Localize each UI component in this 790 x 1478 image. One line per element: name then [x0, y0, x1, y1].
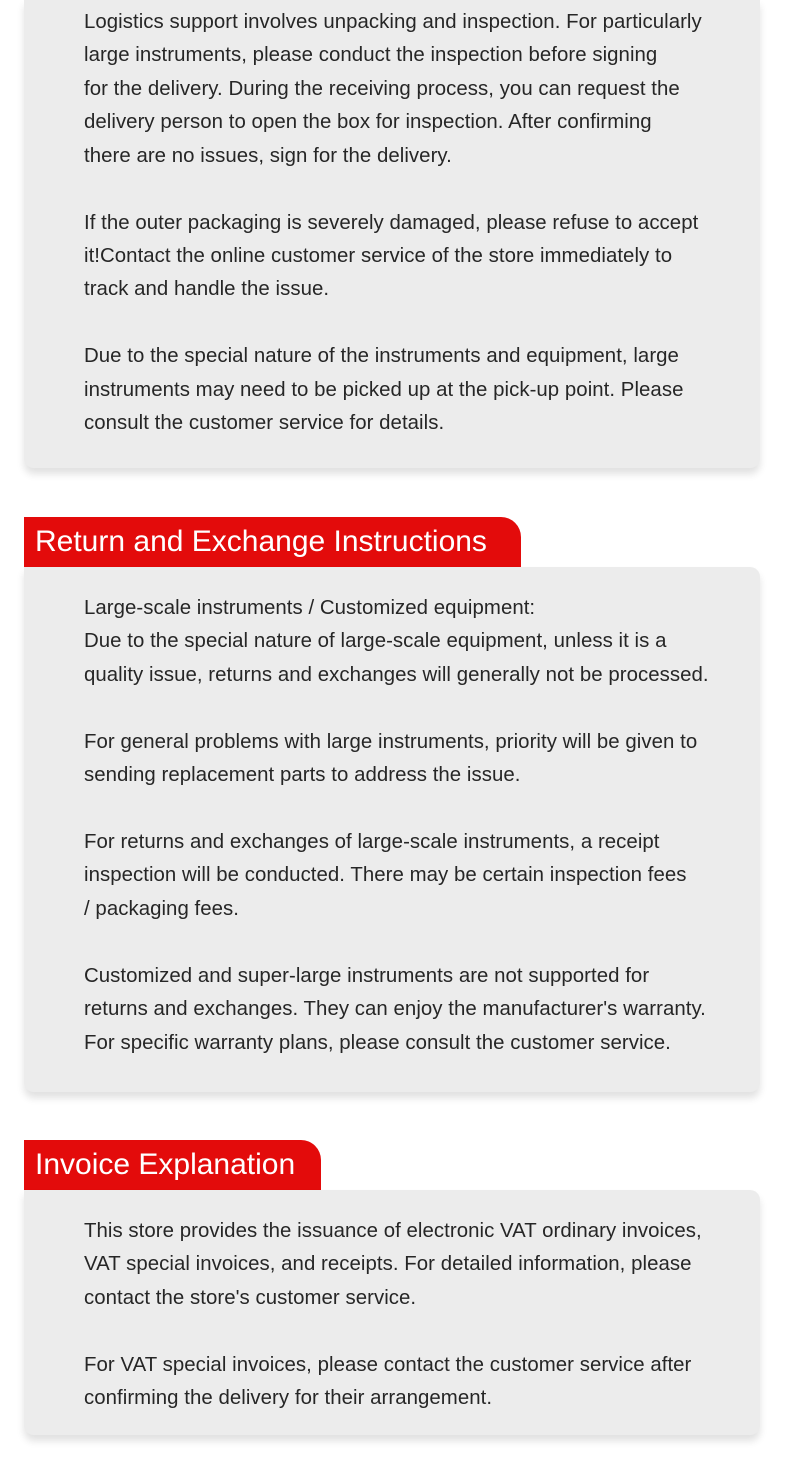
- return-exchange-heading: Return and Exchange Instructions: [24, 517, 521, 567]
- logistics-paragraph-inspection: Logistics support involves unpacking and inspection. For particularly large instruments, please conduct the inspection before signing for the delivery. During the receiving process, you can request the delivery person to open the box for inspection. After confirming there are no issues, sign for the delivery.: [84, 11, 702, 167]
- invoice-card: [24, 1190, 760, 1435]
- logistics-paragraph-pickup-point: Due to the special nature of the instruments and equipment, large instruments may need to be picked up at the pick-up point. Please consult the customer service for details.: [84, 345, 684, 435]
- logistics-paragraph-damaged-packaging: If the outer packaging is severely damaged, please refuse to accept it!Contact the online customer service of the store immediately to track and handle the issue.: [84, 211, 699, 301]
- logistics-card: [24, 0, 760, 468]
- return-paragraph-inspection-fees: For returns and exchanges of large-scale instruments, a receipt inspection will be conducted. There may be certain inspection fees / packaging fees.: [84, 831, 687, 920]
- invoice-paragraph-types: This store provides the issuance of electronic VAT ordinary invoices, VAT special invoices, and receipts. For detailed information, please contact the store's customer service.: [84, 1220, 702, 1309]
- return-paragraph-replacement-parts: For general problems with large instruments, priority will be given to sending replacement parts to address the issue.: [84, 730, 698, 787]
- return-paragraph-large-scale: Large-scale instruments / Customized equipment: Due to the special nature of large-scale equipment, unless it is a quality issue, returns and exchanges will generally not be processed.: [84, 597, 709, 686]
- invoice-heading: Invoice Explanation: [24, 1140, 321, 1190]
- return-paragraph-warranty: Customized and super-large instruments are not supported for returns and exchanges. They can enjoy the manufacturer's warranty. For specific warranty plans, please consult the customer service.: [84, 964, 706, 1054]
- return-exchange-card: [24, 567, 760, 1092]
- invoice-paragraph-vat-special: For VAT special invoices, please contact the customer service after confirming the delivery for their arrangement.: [84, 1353, 692, 1410]
